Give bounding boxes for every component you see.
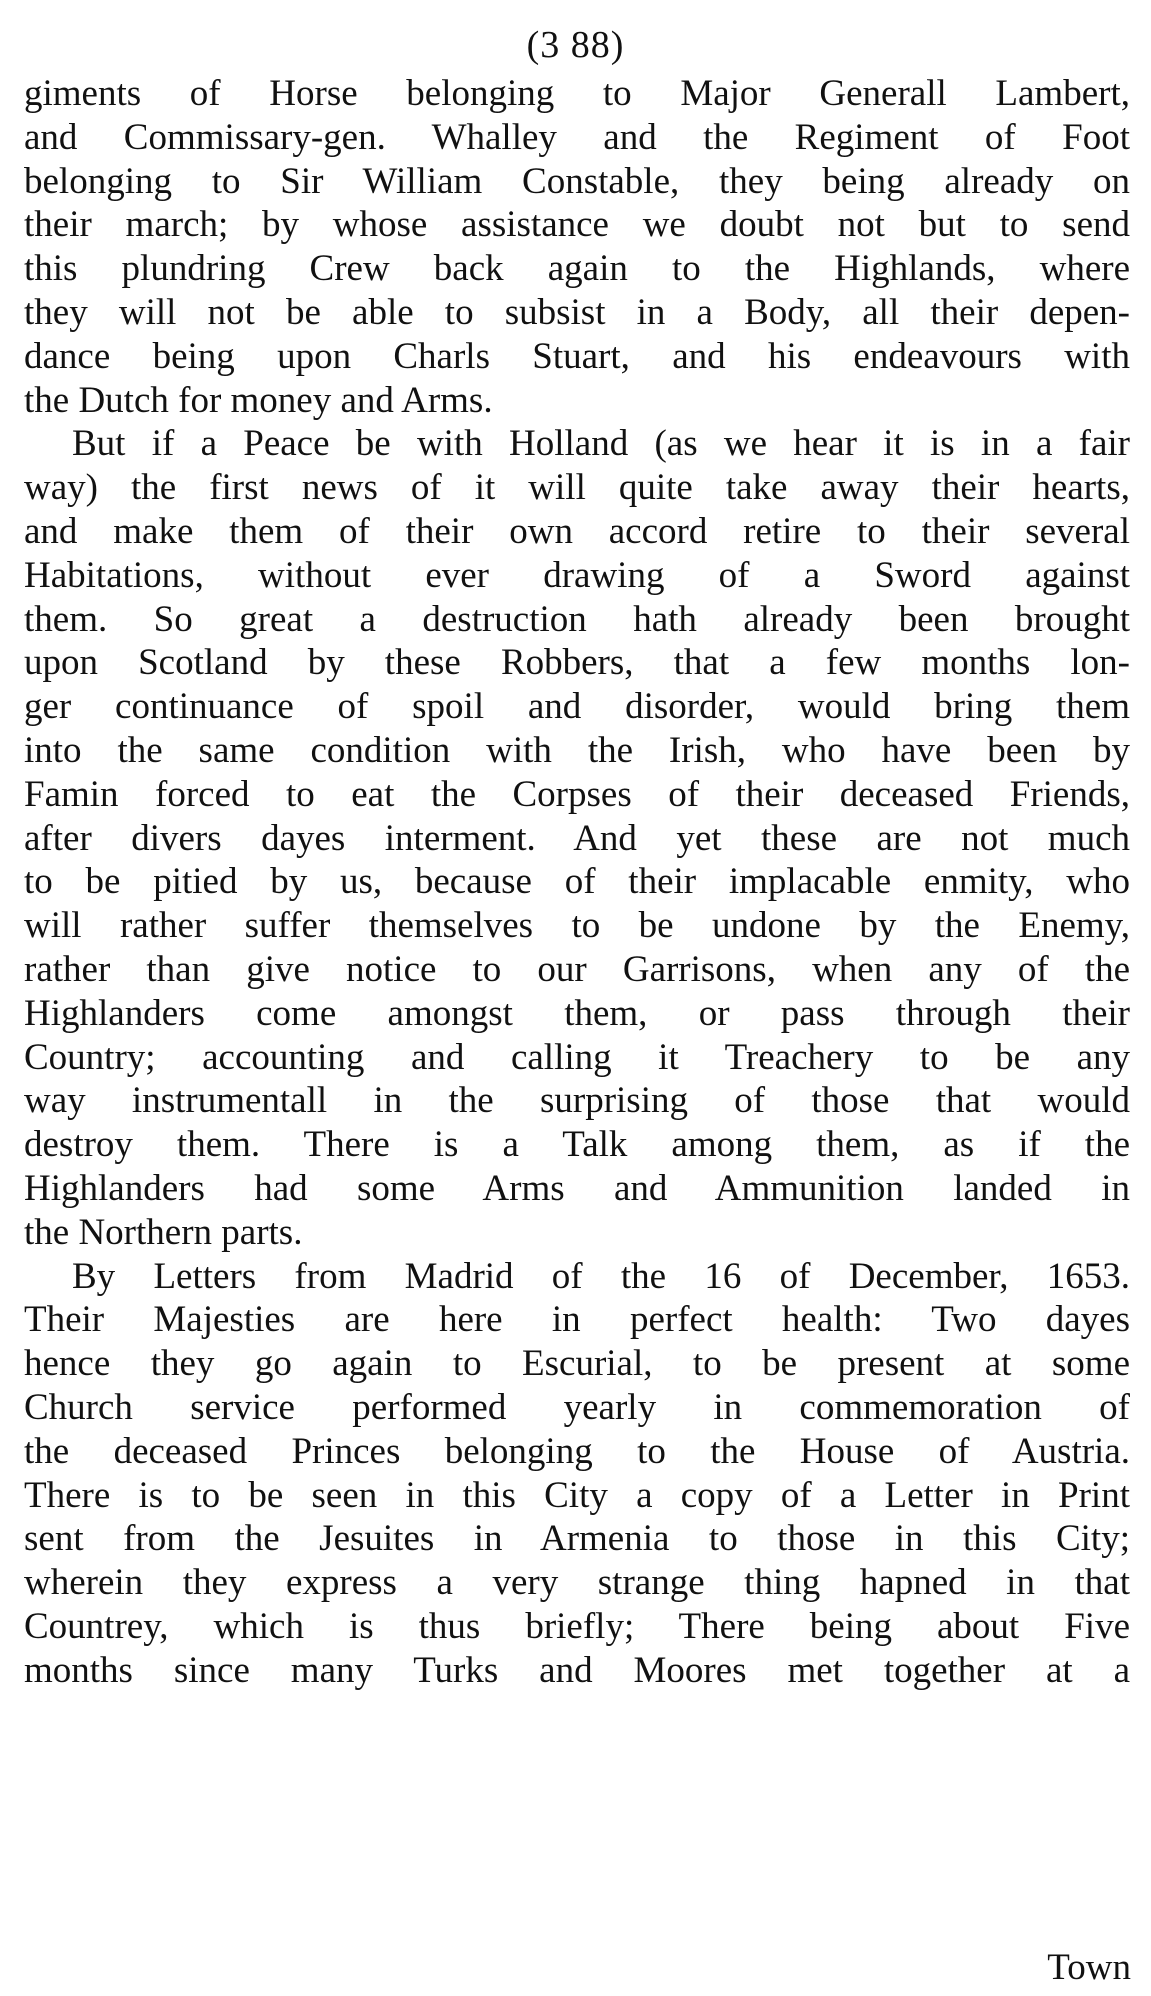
text-line: Church service performed yearly in commemoration of [24, 1386, 1130, 1428]
text-line: Famin forced to eat the Corpses of their deceased Friends, [24, 773, 1130, 815]
text-line: will rather suffer themselves to be undone by the Enemy, [24, 905, 1130, 947]
text-line: after divers dayes interment. And yet these are not much [24, 817, 1130, 859]
text-line: them. So great a destruction hath already been brought [24, 598, 1130, 640]
text-line: and Commissary-gen. Whalley and the Regiment of Foot [24, 116, 1130, 158]
text-line: giments of Horse belonging to Major Generall Lambert, [24, 73, 1130, 114]
text-line: their march; by whose assistance we doubt not but to send [24, 204, 1130, 246]
text-line: this plundring Crew back again to the Highlands, where [24, 248, 1130, 290]
text-line: into the same condition with the Irish, who have been by [24, 729, 1130, 771]
text-line: way instrumentall in the surprising of those that would [24, 1080, 1130, 1122]
text-line: way) the first news of it will quite take away their hearts, [24, 467, 1130, 509]
text-line: ger continuance of spoil and disorder, would bring them [24, 686, 1130, 728]
text-line: There is to be seen in this City a copy of a Letter in Print [24, 1474, 1130, 1516]
text-line: sent from the Jesuites in Armenia to those in this City; [24, 1518, 1130, 1560]
text-line: Highlanders come amongst them, or pass through their [24, 992, 1130, 1034]
text-line: Countrey, which is thus briefly; There being about Five [24, 1605, 1130, 1647]
text-line: Their Majesties are here in perfect health: Two dayes [24, 1299, 1130, 1341]
text-line: the Northern parts. [24, 1211, 303, 1253]
text-line: Country; accounting and calling it Treachery to be any [24, 1036, 1130, 1078]
text-line: they will not be able to subsist in a Body, all their depen- [24, 291, 1130, 333]
text-line: the Dutch for money and Arms. [24, 379, 493, 421]
text-line: By Letters from Madrid of the 16 of December, 1653. [72, 1255, 1130, 1297]
catchword: Town [1047, 1947, 1131, 1988]
text-line: destroy them. There is a Talk among them, as if the [24, 1124, 1130, 1166]
text-line: months since many Turks and Moores met together at a [24, 1649, 1130, 1691]
text-line: dance being upon Charls Stuart, and his endeavours with [24, 335, 1130, 377]
text-line: rather than give notice to our Garrisons, when any of the [24, 948, 1130, 990]
text-line: the deceased Princes belonging to the House of Austria. [24, 1430, 1130, 1472]
text-line: wherein they express a very strange thing hapned in that [24, 1562, 1130, 1604]
page-number: (3 88) [526, 24, 625, 66]
text-line: to be pitied by us, because of their implacable enmity, who [24, 861, 1130, 903]
text-line: and make them of their own accord retire to their several [24, 510, 1130, 552]
text-line: belonging to Sir William Constable, they being already on [24, 160, 1130, 202]
text-line: But if a Peace be with Holland (as we hear it is in a fair [72, 423, 1130, 465]
text-line: Habitations, without ever drawing of a Sword against [24, 554, 1130, 596]
text-line: Highlanders had some Arms and Ammunition landed in [24, 1167, 1130, 1209]
text-line: hence they go again to Escurial, to be present at some [24, 1343, 1130, 1385]
text-line: upon Scotland by these Robbers, that a few months lon- [24, 642, 1130, 684]
body-text [24, 72, 1130, 1692]
